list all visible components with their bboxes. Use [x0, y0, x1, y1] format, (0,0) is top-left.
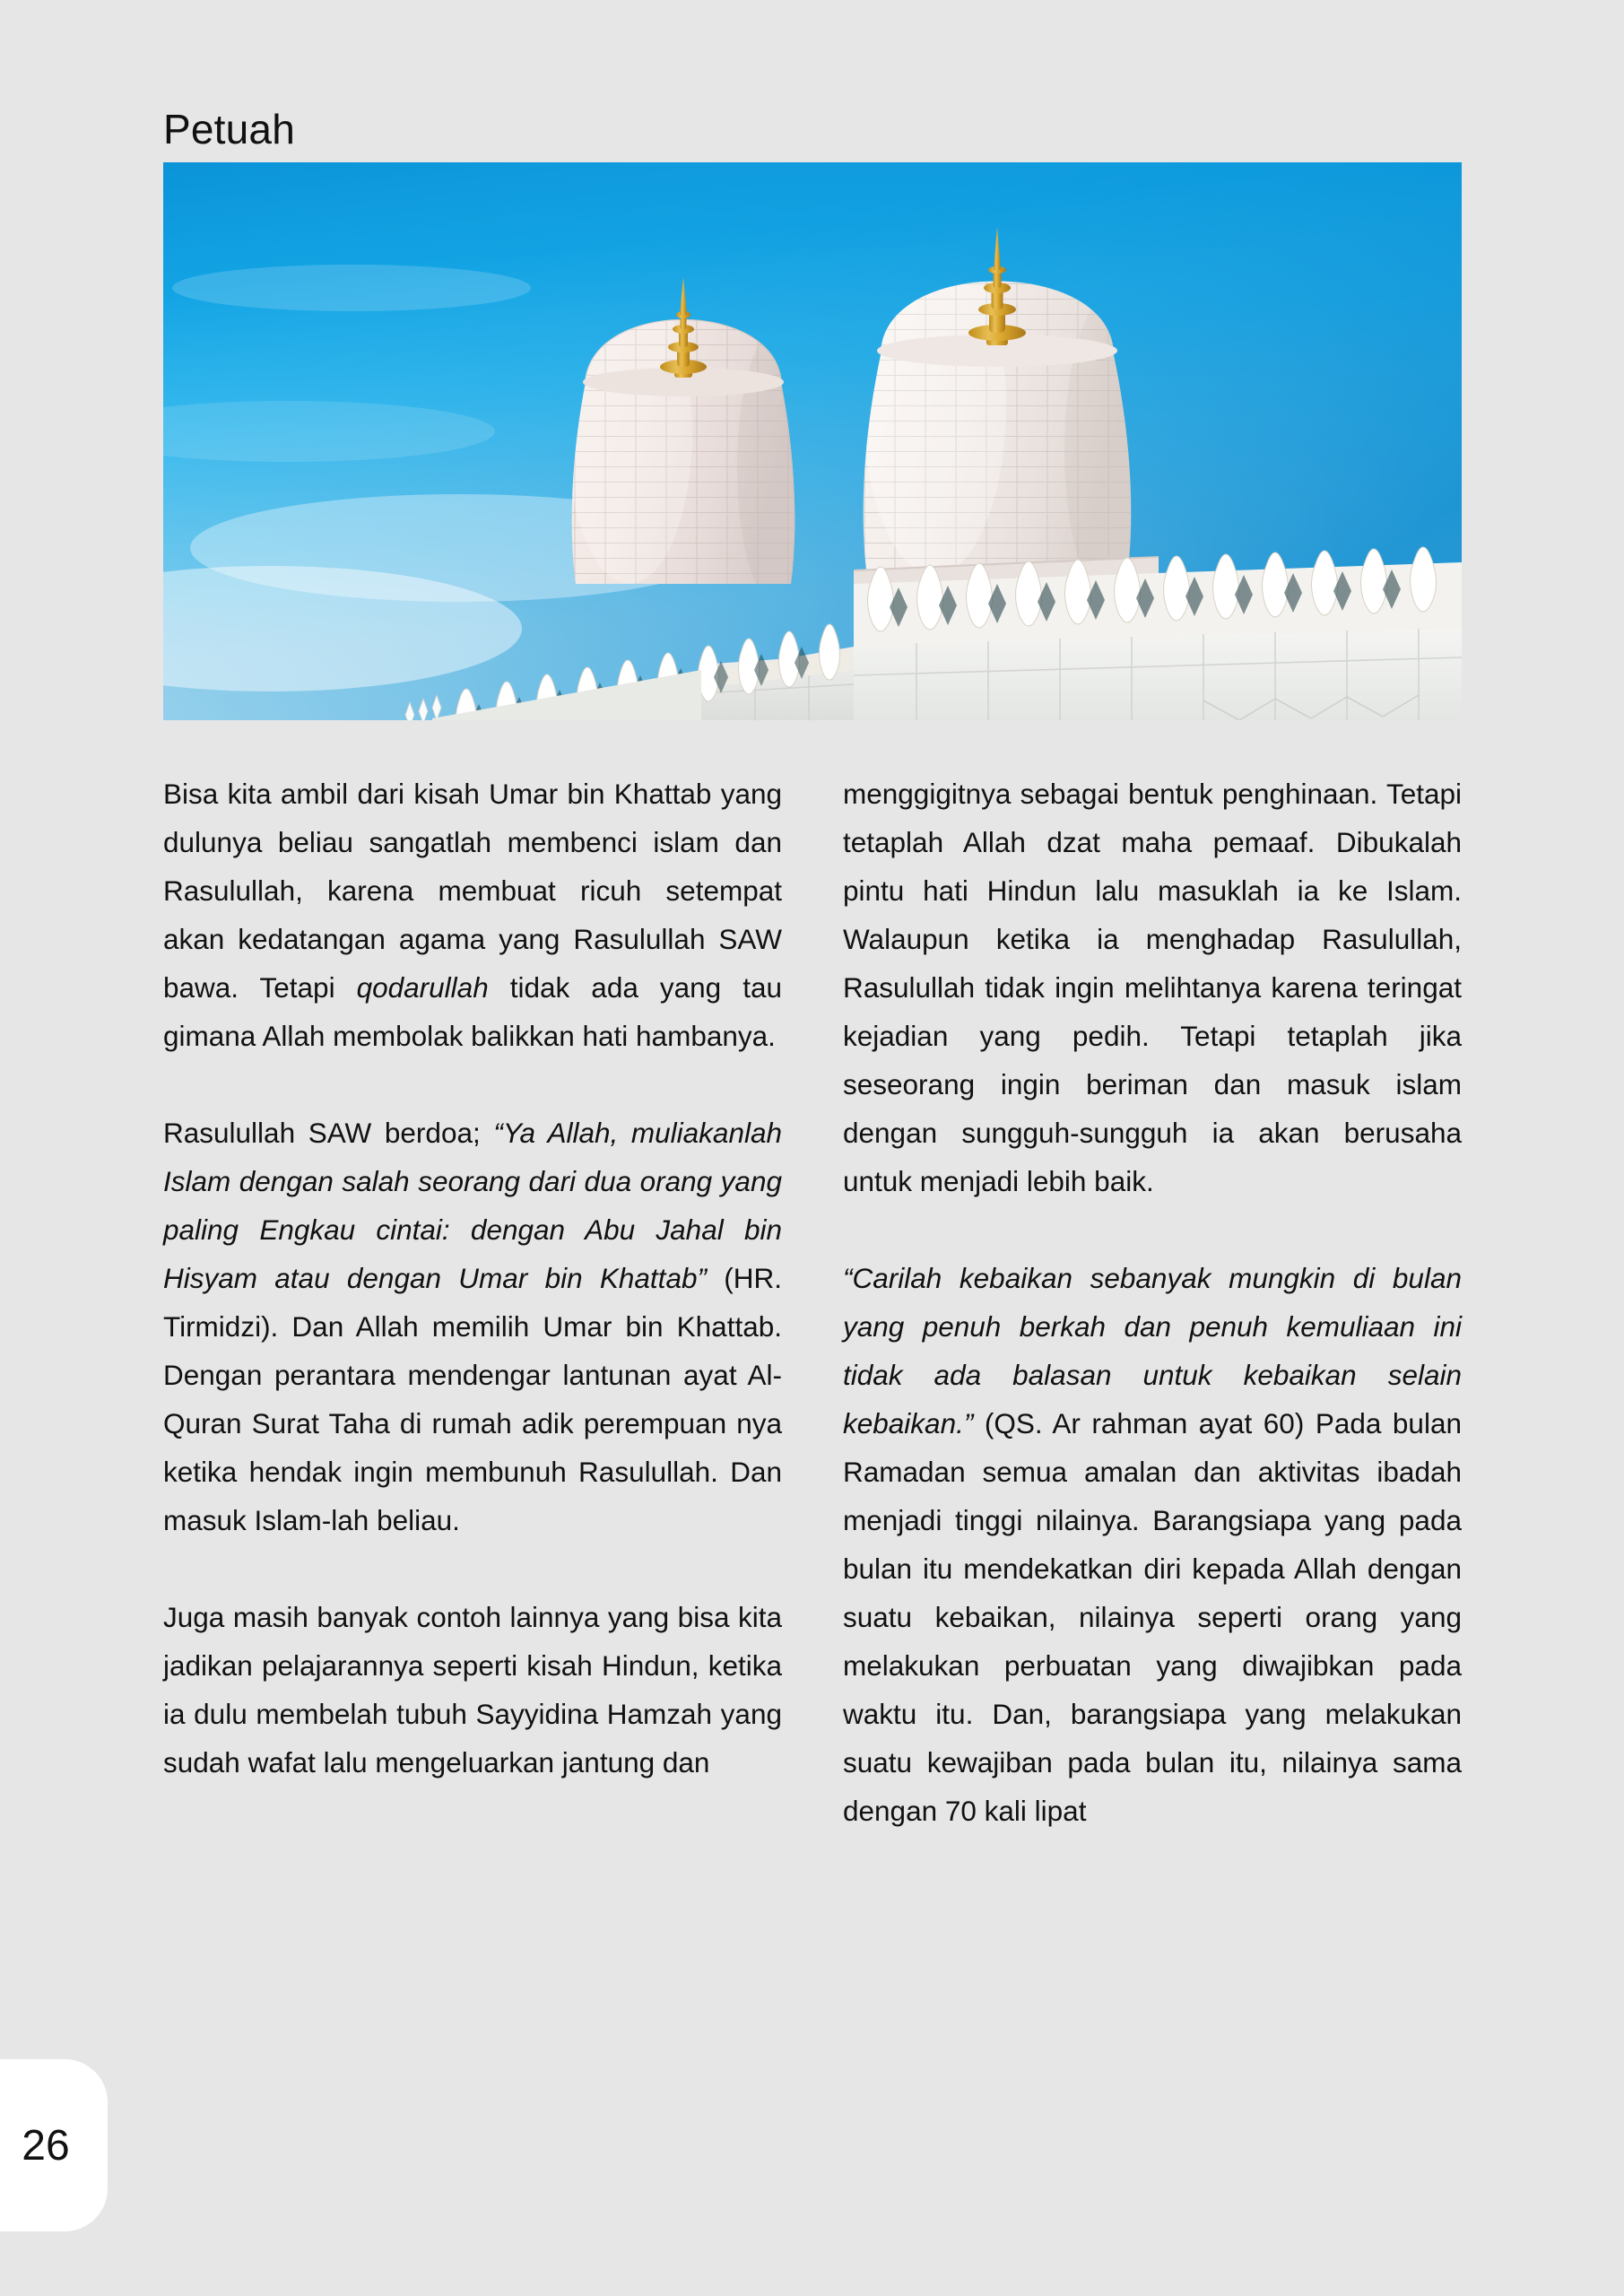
column-right: [843, 770, 1462, 1835]
column-left: [163, 770, 782, 1835]
mosque-illustration: [163, 162, 1462, 720]
page-title: Petuah: [163, 105, 295, 152]
article-body: [163, 770, 1462, 1835]
page-number-badge: [0, 2059, 108, 2231]
paragraph: Juga masih banyak contoh lainnya yang bisa kita jadikan pelajarannya seperti kisah Hindun, ketika ia dulu membelah tubuh Sayyidina Hamzah yang sudah wafat lalu mengeluarkan jantung dan: [163, 1601, 782, 1779]
page-number: 26: [22, 2121, 70, 2170]
paragraph: “Carilah kebaikan sebanyak mungkin di bulan yang penuh berkah dan penuh kemuliaan ini tidak ada balasan untuk kebaikan selain kebaikan.” (QS. Ar rahman ayat 60) Pada bulan Ramadan semua amalan dan aktivitas ibadah menjadi tinggi nilainya. Barangsiapa yang pada bulan itu mendekatkan diri kepada Allah dengan suatu kebaikan, nilainya seperti orang yang melakukan perbuatan yang diwajibkan pada waktu itu. Dan, barangsiapa yang melakukan suatu kewajiban pada bulan itu, nilainya sama dengan 70 kali lipat: [843, 1262, 1462, 1827]
mosque-domes-photo: [163, 162, 1462, 720]
paragraph: Rasulullah SAW berdoa; “Ya Allah, muliakanlah Islam dengan salah seorang dari dua orang yang paling Engkau cintai: dengan Abu Jahal bin Hisyam atau dengan Umar bin Khattab” (HR. Tirmidzi). Dan Allah memilih Umar bin Khattab. Dengan perantara mendengar lantunan ayat Al-Quran Surat Taha di rumah adik perempuan nya ketika hendak ingin membunuh Rasulullah. Dan masuk Islam-lah beliau.: [163, 1117, 782, 1536]
paragraph: Bisa kita ambil dari kisah Umar bin Khattab yang dulunya beliau sangatlah membenci islam dan Rasulullah, karena membuat ricuh setempat akan kedatangan agama yang Rasulullah SAW bawa. Tetapi qodarullah tidak ada yang tau gimana Allah membolak balikkan hati hambanya.: [163, 778, 782, 1052]
paragraph: menggigitnya sebagai bentuk penghinaan. Tetapi tetaplah Allah dzat maha pemaaf. Dibukalah pintu hati Hindun lalu masuklah ia ke Islam. Walaupun ketika ia menghadap Rasulullah, Rasulullah tidak ingin melihtanya karena teringat kejadian yang pedih. Tetapi tetaplah jika seseorang ingin beriman dan masuk islam dengan sungguh-sungguh ia akan berusaha untuk menjadi lebih baik.: [843, 778, 1462, 1197]
